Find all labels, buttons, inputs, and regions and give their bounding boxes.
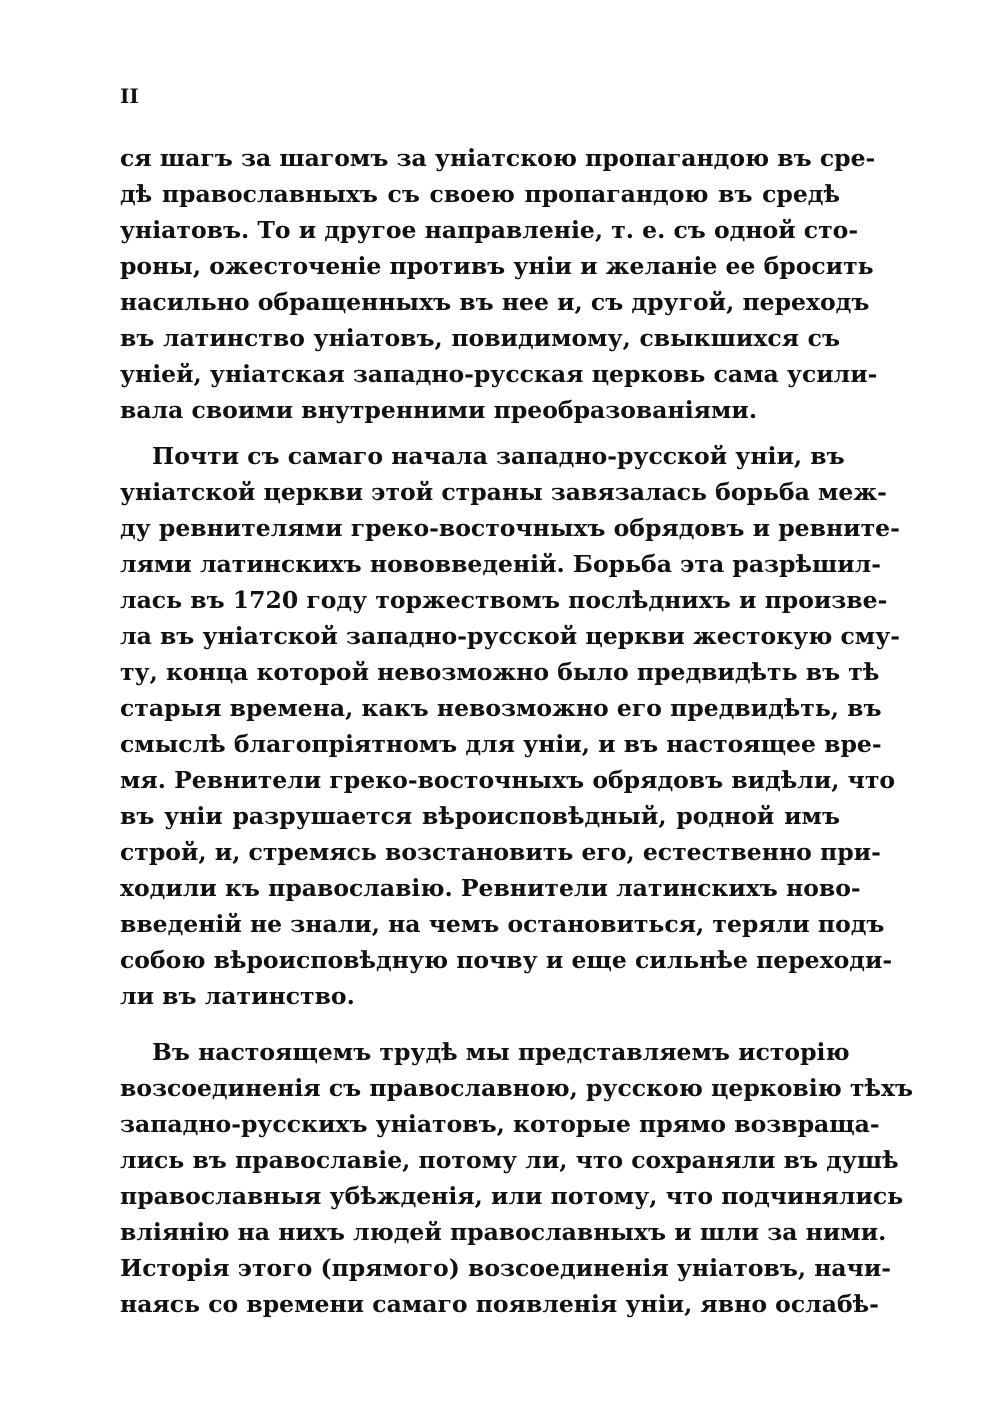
text-line: возсоединенія съ православною, русскою церковію тѣхъ	[120, 1074, 914, 1102]
text-line: вліянію на нихъ людей православныхъ и шли за ними.	[120, 1218, 887, 1246]
text-line: дѣ православныхъ съ своею пропагандою въ средѣ	[120, 180, 840, 208]
text-line: православныя убѣжденія, или потому, что подчинялись	[120, 1182, 904, 1210]
text-line: ходили къ православію. Ревнители латинскихъ ново-	[120, 874, 861, 902]
text-line: введеній не знали, на чемъ остановиться, теряли подъ	[120, 910, 885, 938]
text-line: уніей, уніатская западно-русская церковь сама усили-	[120, 360, 878, 388]
text-line: лями латинскихъ нововведеній. Борьба эта разрѣшил-	[120, 550, 882, 578]
text-line: старыя времена, какъ невозможно его предвидѣть, въ	[120, 694, 882, 722]
text-line: насильно обращенныхъ въ нее и, съ другой, переходъ	[120, 288, 870, 316]
text-line: смыслѣ благопріятномъ для уніи, и въ настоящее вре-	[120, 730, 882, 758]
text-line: роны, ожесточеніе противъ уніи и желаніе ее бросить	[120, 252, 874, 280]
text-line: собою вѣроисповѣдную почву и еще сильнѣе переходи-	[120, 946, 893, 974]
text-line: вала своими внутренними преобразованіями.	[120, 396, 758, 424]
text-line: уніатской церкви этой страны завязалась борьба меж-	[120, 478, 887, 506]
text-line: лась въ 1720 году торжествомъ послѣднихъ и произве-	[120, 586, 888, 614]
text-line: строй, и, стремясь возстановить его, естественно при-	[120, 838, 881, 866]
text-line: мя. Ревнители греко-восточныхъ обрядовъ видѣли, что	[120, 766, 896, 794]
text-line: лись въ православіе, потому ли, что сохраняли въ душѣ	[120, 1146, 899, 1174]
text-line: наясь со времени самаго появленія уніи, явно ослабѣ-	[120, 1290, 879, 1318]
page-number: II	[120, 84, 139, 108]
text-line: ту, конца которой невозможно было предвидѣть въ тѣ	[120, 658, 880, 686]
text-line: ду ревнителями греко-восточныхъ обрядовъ и ревните-	[120, 514, 900, 542]
text-line: въ уніи разрушается вѣроисповѣдный, родной имъ	[120, 802, 840, 830]
text-line: въ латинство уніатовъ, повидимому, свыкшихся съ	[120, 324, 840, 352]
text-line: ли въ латинство.	[120, 982, 355, 1010]
text-line: западно-русскихъ уніатовъ, которые прямо возвраща-	[120, 1110, 880, 1138]
text-line: уніатовъ. То и другое направленіе, т. е. съ одной сто-	[120, 216, 859, 244]
text-line: Почти съ самаго начала западно-русской уніи, въ	[152, 442, 845, 470]
text-line: ся шагъ за шагомъ за уніатскою пропагандою въ сре-	[120, 144, 876, 172]
text-line: Въ настоящемъ трудѣ мы представляемъ исторію	[152, 1038, 850, 1066]
text-line: Исторія этого (прямого) возсоединенія уніатовъ, начи-	[120, 1254, 892, 1282]
text-line: ла въ уніатской западно-русской церкви жестокую сму-	[120, 622, 901, 650]
